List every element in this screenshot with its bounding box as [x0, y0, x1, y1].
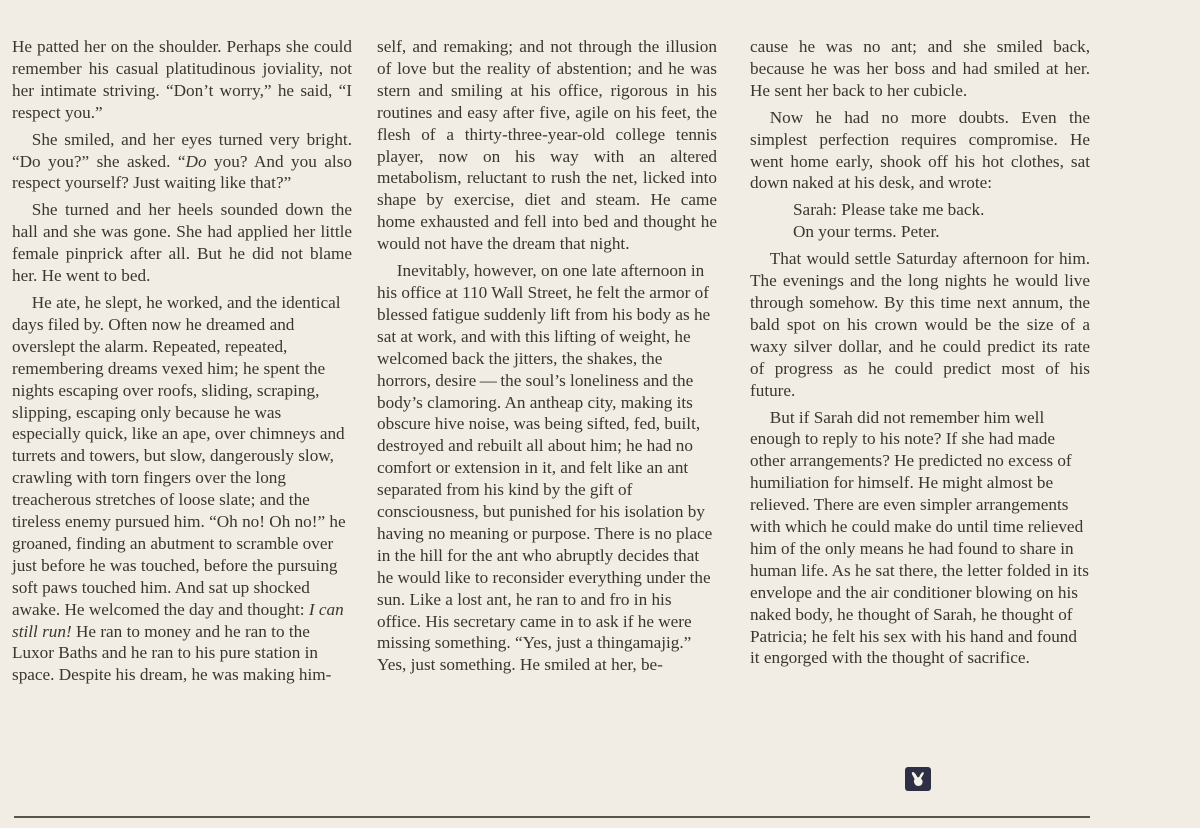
- paragraph: That would settle Saturday afternoon for him. The evenings and the long nights he would live through somehow. By this time next annum, the bald spot on his crown would be the size of a waxy silver dollar, and he could predict its rate of progress as he could predict most of his future.: [750, 249, 1090, 400]
- text-column-3: [750, 36, 1090, 674]
- paragraph-text: He ate, he slept, he worked, and the identical days filed by. Often now he dreamed and overslept the alarm. Repeated, repeated, remembering dreams vexed him; he spent the nights escaping over roofs, sliding, scraping, slipping, escaping only because he was especially quick, like an ape, over chimneys and turrets and towers, but slow, dangerously slow, crawling with torn fingers over the long treacherous stretches of loose slate; and the tireless enemy pursued him. “Oh no! Oh no!” he groaned, finding an abutment to scramble over just before he was touched, before the pursuing soft paws touched him. And sat up shocked awake. He welcomed the day and thought:: [12, 292, 346, 619]
- rabbit-head-icon: [909, 770, 927, 788]
- paragraph: But if Sarah did not remember him well enough to reply to his note? If she had made other arrangements? He predicted no excess of humiliation for himself. He might almost be relieved. There are even simpler arrangements with which he could make do until time relieved him of the only means he had found to share in human life. As he sat there, the letter folded in its envelope and the air conditioner blowing on his naked body, he thought of Sarah, he thought of Patricia; he felt his sex with his hand and found it engorged with the thought of sacrifice.: [750, 407, 1089, 668]
- paragraph: Now he had no more doubts. Even the simplest perfection requires compromise. He went home early, shook off his hot clothes, sat down naked at his desk, and wrote:: [750, 107, 1090, 193]
- paragraph-text: you? And you also respect yourself? Just waiting like that?”: [12, 151, 352, 193]
- paragraph: Inevitably, however, on one late afternoon in his office at 110 Wall Street, he felt the armor of blessed fatigue suddenly lift from his body as he sat at work, and with this lifting of weight, he welcomed back the jitters, the shakes, the horrors, desire — the soul’s loneliness and the body’s clamoring. An antheap city, making its obscure hive noise, was being sifted, fed, built, destroyed and rebuilt all about him; he had no comfort or extension in it, and felt like an ant separated from his kind by the gift of consciousness, but punished for his isolation by having no meaning or purpose. There is no place in the hill for the ant who abruptly decides that he would like to reconsider everything under the sun. Like a lost ant, he ran to and fro in his office. His secretary came in to ask if he were missing something. “Yes, just a thingamajig.” Yes, just something. He smiled at her, be-: [377, 261, 713, 675]
- paragraph: He patted her on the shoulder. Perhaps she could remember his casual platitudinous joviality, not her intimate striving. “Don’t worry,” he said, “I respect you.”: [12, 37, 352, 122]
- paragraph: cause he was no ant; and she smiled back, because he was her boss and had smiled at her. He sent her back to her cubicle.: [750, 37, 1090, 100]
- paragraph: self, and remaking; and not through the illusion of love but the reality of abstention; and he was stern and smiling at his office, rigorous in his routines and easy after five, agile on his feet, the flesh of a thirty-three-year-old college tennis player, now on his way with an altered metabolism, reluctant to rush the net, licked into shape by exercise, diet and steam. He came home exhausted and fell into bed and thought he would not have the dream that night.: [377, 37, 717, 254]
- end-mark: [905, 767, 931, 791]
- paragraph: She turned and her heels sounded down the hall and she was gone. She had applied her little female pinprick after all. But he did not blame her. He went to bed.: [12, 200, 352, 286]
- paragraph: [12, 129, 352, 195]
- paragraph-text: He ran to money and he ran to the Luxor Baths and he ran to his pure station in space. Despite his dream, he was making him-: [12, 621, 332, 685]
- paragraph: [12, 292, 352, 686]
- text-column-2: [377, 36, 717, 681]
- paragraph-text: She smiled, and her eyes turned very bright. “Do you?” she asked. “: [12, 129, 352, 171]
- bottom-rule: [14, 816, 1090, 818]
- note-line: On your terms. Peter.: [793, 222, 940, 242]
- emphasis-text: Do: [185, 151, 207, 171]
- emphasis-text: I can still run!: [12, 599, 344, 641]
- note-line: Sarah: Please take me back.: [793, 200, 985, 220]
- text-column-1: [12, 36, 352, 691]
